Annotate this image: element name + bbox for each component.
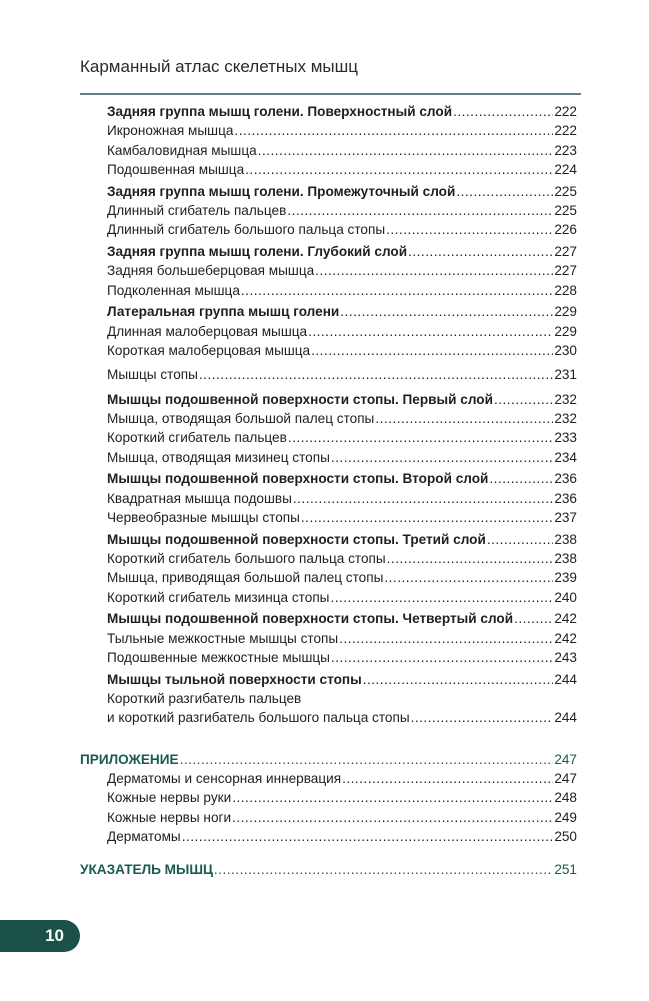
entry-page: 243 [554, 650, 577, 666]
dot-leader [487, 530, 553, 549]
entry-label: Короткий сгибатель большого пальца стопы [107, 551, 386, 567]
toc-section-heading[interactable] [80, 102, 577, 121]
entry-page: 234 [554, 449, 577, 465]
dot-leader [241, 281, 553, 300]
dot-leader [386, 220, 553, 239]
entry-page: 244 [554, 710, 577, 726]
toc-entry[interactable] [80, 428, 577, 447]
dot-leader [288, 428, 553, 447]
entry-page: 229 [554, 323, 577, 339]
toc-section-heading[interactable] [80, 182, 577, 201]
entry-label: Мышца, отводящая большой палец стопы [107, 410, 375, 426]
entry-label: Задняя большеберцовая мышца [107, 263, 315, 279]
toc-entry[interactable] [80, 489, 577, 508]
toc-section [80, 302, 577, 360]
entry-label: Икроножная мышца [107, 123, 234, 139]
toc-entry[interactable] [80, 201, 577, 220]
entry-label: Дерматомы [107, 828, 181, 844]
toc-section-heading[interactable] [80, 242, 577, 261]
toc-entry[interactable] [80, 788, 577, 807]
entry-page: 226 [554, 222, 577, 238]
toc-section [80, 102, 577, 179]
toc-section [80, 242, 577, 300]
entry-label: Мышцы подошвенной поверхности стопы. Третий слой [107, 531, 486, 547]
entry-page: 250 [554, 828, 577, 844]
entry-page: 225 [554, 202, 577, 218]
running-head: Карманный атлас скелетных мышц [80, 57, 358, 76]
toc-section [80, 469, 577, 527]
entry-page: 248 [554, 790, 577, 806]
entry-label: Червеобразные мышцы стопы [107, 509, 300, 525]
dot-leader [301, 508, 553, 527]
dot-leader [232, 808, 553, 827]
entry-page: 239 [554, 570, 577, 586]
entry-page: 238 [554, 531, 577, 547]
entry-page: 244 [554, 671, 577, 687]
dot-leader [339, 629, 553, 648]
toc-section-heading[interactable] [80, 302, 577, 321]
dot-leader [258, 141, 554, 160]
entry-label: Квадратная мышца подошвы [107, 490, 292, 506]
entry-label: Подошвенная мышца [107, 161, 245, 177]
entry-label: Мышцы подошвенной поверхности стопы. Четвертый слой [107, 611, 514, 627]
entry-label: и короткий разгибатель большого пальца стопы [107, 710, 410, 726]
entry-label: Подошвенные межкостные мышцы [107, 650, 330, 666]
dot-leader [308, 322, 553, 341]
toc-section [80, 670, 577, 728]
entry-label: Короткий сгибатель пальцев [107, 430, 287, 446]
entry-page: 251 [554, 862, 577, 878]
toc-entry[interactable] [80, 689, 577, 708]
header-rule [80, 93, 581, 95]
dot-leader [489, 469, 553, 488]
entry-page: 224 [554, 161, 577, 177]
entry-label: Дерматомы и сенсорная иннервация [107, 771, 342, 786]
dot-leader [234, 121, 553, 140]
toc-entry[interactable] [80, 160, 577, 179]
toc-entry[interactable] [80, 322, 577, 341]
dot-leader [293, 489, 553, 508]
toc-appendix-heading[interactable] [80, 750, 577, 769]
dot-leader [375, 409, 553, 428]
entry-page: 238 [554, 551, 577, 567]
entry-label: Камбаловидная мышца [107, 142, 257, 158]
toc-entry[interactable] [80, 281, 577, 300]
entry-page: 228 [554, 282, 577, 298]
dot-leader [214, 860, 553, 879]
entry-label: Подколенная мышца [107, 282, 240, 298]
entry-page: 227 [554, 263, 577, 279]
page-number-badge: 10 [0, 920, 80, 952]
toc-entry[interactable] [80, 648, 577, 667]
entry-page: 229 [554, 304, 577, 320]
toc-entry[interactable] [80, 808, 577, 827]
dot-leader [331, 648, 553, 667]
dot-leader [384, 568, 553, 587]
toc-section-heading[interactable] [80, 609, 577, 628]
toc-entry[interactable] [80, 220, 577, 239]
dot-leader [453, 102, 553, 121]
entry-page: 223 [554, 142, 577, 158]
entry-label: Кожные нервы руки [107, 790, 232, 806]
entry-page: 232 [554, 391, 577, 407]
dot-leader [411, 708, 554, 727]
dot-leader [331, 448, 553, 467]
dot-leader [287, 201, 553, 220]
entry-label: Задняя группа мышц голени. Поверхностный слой [107, 104, 453, 119]
dot-leader [340, 302, 553, 321]
toc-entry[interactable] [80, 121, 577, 140]
dot-leader [363, 670, 554, 689]
dot-leader [330, 588, 553, 607]
entry-label: Задняя группа мышц голени. Глубокий слой [107, 244, 408, 260]
dot-leader [311, 341, 553, 360]
toc-section [80, 609, 577, 667]
entry-label: Короткий разгибатель пальцев [107, 691, 302, 707]
toc-section [80, 182, 577, 240]
toc-entry[interactable] [80, 769, 577, 788]
entry-label: Мышцы подошвенной поверхности стопы. Второй слой [107, 471, 489, 487]
toc-entry[interactable] [80, 261, 577, 280]
toc-section [80, 365, 577, 384]
dot-leader [245, 160, 553, 179]
entry-label: Длинный сгибатель большого пальца стопы [107, 222, 386, 238]
toc-entry[interactable] [80, 409, 577, 428]
dot-leader [387, 549, 554, 568]
entry-page: 236 [554, 471, 577, 487]
entry-label: Мышцы тыльной поверхности стопы [107, 671, 362, 687]
toc-section-heading[interactable] [80, 365, 577, 384]
entry-page: 247 [554, 771, 577, 786]
entry-page: 240 [554, 589, 577, 605]
entry-label: Мышца, отводящая мизинец стопы [107, 449, 330, 465]
entry-page: 225 [554, 183, 577, 199]
dot-leader [180, 750, 554, 769]
dot-leader [514, 609, 553, 628]
toc-entry[interactable] [80, 141, 577, 160]
entry-label: Мышцы стопы [107, 367, 198, 383]
entry-label: ПРИЛОЖЕНИЕ [80, 751, 179, 767]
entry-page: 227 [554, 244, 577, 260]
entry-label: УКАЗАТЕЛЬ МЫШЦ [80, 862, 213, 878]
toc-section-heading[interactable] [80, 670, 577, 689]
toc-entry[interactable] [80, 448, 577, 467]
dot-leader [494, 390, 553, 409]
toc-section-heading[interactable] [80, 390, 577, 409]
entry-page: 222 [554, 104, 577, 119]
entry-label: Латеральная группа мышц голени [107, 304, 340, 320]
toc-section-heading[interactable] [80, 469, 577, 488]
entry-label: Кожные нервы ноги [107, 809, 232, 825]
toc-section-heading[interactable] [80, 530, 577, 549]
entry-label: Длинная малоберцовая мышца [107, 323, 308, 339]
dot-leader [408, 242, 553, 261]
entry-page: 236 [554, 490, 577, 506]
toc-section [80, 530, 577, 607]
entry-page: 222 [554, 123, 577, 139]
entry-label: Мышцы подошвенной поверхности стопы. Первый слой [107, 391, 493, 407]
toc-appendix [80, 750, 577, 846]
entry-page: 237 [554, 509, 577, 525]
entry-label: Задняя группа мышц голени. Промежуточный слой [107, 183, 456, 199]
table-of-contents [80, 102, 577, 879]
entry-page: 231 [554, 367, 577, 383]
entry-label: Мышца, приводящая большой палец стопы [107, 570, 384, 586]
entry-page: 247 [554, 751, 577, 767]
entry-label: Длинный сгибатель пальцев [107, 202, 287, 218]
toc-entry[interactable] [80, 341, 577, 360]
toc-entry[interactable] [80, 827, 577, 846]
toc-entry[interactable] [80, 708, 577, 727]
dot-leader [342, 769, 553, 788]
entry-page: 232 [554, 410, 577, 426]
toc-index [80, 860, 577, 879]
dot-leader [182, 827, 554, 846]
entry-label: Короткий сгибатель мизинца стопы [107, 589, 330, 605]
entry-label: Тыльные межкостные мышцы стопы [107, 630, 339, 646]
entry-page: 233 [554, 430, 577, 446]
toc-entry[interactable] [80, 629, 577, 648]
dot-leader [315, 261, 553, 280]
toc-entry[interactable] [80, 568, 577, 587]
toc-entry[interactable] [80, 508, 577, 527]
toc-entry[interactable] [80, 549, 577, 568]
toc-index-heading[interactable] [80, 860, 577, 879]
toc-entry[interactable] [80, 588, 577, 607]
entry-page: 242 [554, 630, 577, 646]
entry-page: 230 [554, 343, 577, 359]
toc-section [80, 390, 577, 467]
entry-page: 249 [554, 809, 577, 825]
dot-leader [199, 365, 553, 384]
dot-leader [456, 182, 553, 201]
entry-label: Короткая малоберцовая мышца [107, 343, 311, 359]
entry-page: 242 [554, 611, 577, 627]
dot-leader [232, 788, 553, 807]
